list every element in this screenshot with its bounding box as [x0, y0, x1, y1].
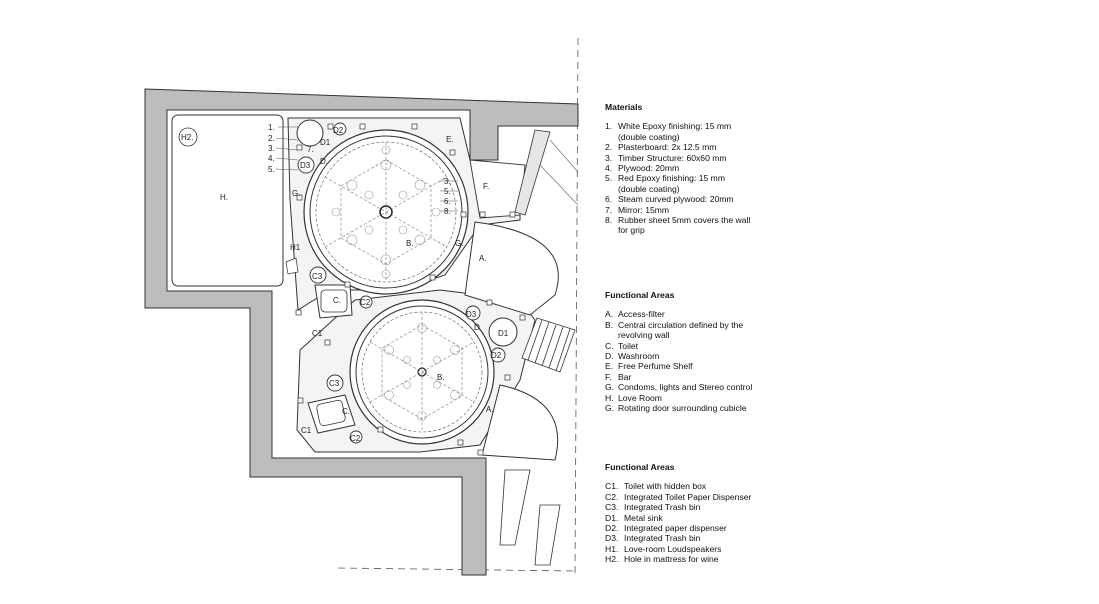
- legend-item-text: Toilet: [618, 340, 639, 351]
- legend-item-key: C3.: [605, 502, 619, 513]
- legend-item-key: D3.: [605, 533, 619, 544]
- legend-item-text: Plywood: 20mm: [618, 163, 680, 174]
- legend-item-text: Metal sink: [624, 512, 663, 523]
- legend-item-text: Bar: [618, 371, 632, 382]
- label-D3a: D3: [300, 161, 311, 170]
- legend-item-text: Rubber sheet 5mm covers the wall for grip: [618, 215, 751, 236]
- legend-item-text: Timber Structure: 60x60 mm: [618, 152, 727, 163]
- label-7: 7.: [307, 145, 314, 154]
- legend-item: [605, 320, 755, 341]
- legend-item: [605, 492, 755, 502]
- legend-item-text: Love-room Loudspeakers: [624, 543, 722, 554]
- legend-item-text: Washroom: [618, 351, 660, 362]
- label-D1b: D1: [498, 329, 509, 338]
- label-C1b: C1: [301, 426, 312, 435]
- label-H1: H1: [290, 243, 301, 252]
- label-H2: H2.: [181, 133, 194, 142]
- label-6b: 6.: [444, 197, 451, 206]
- label-8b: 8.: [444, 207, 451, 216]
- legend-item-key: 7.: [605, 204, 613, 215]
- legend-item-key: 4.: [605, 163, 613, 174]
- legend-item: [605, 502, 755, 512]
- legend-item-text: Condoms, lights and Stereo control: [618, 382, 753, 393]
- legend-item: [605, 163, 755, 173]
- legend-item-text: Integrated Trash bin: [624, 502, 701, 513]
- legend-item-text: Hole in mattress for wine: [624, 554, 719, 565]
- legend-item-text: Integrated Trash bin: [624, 533, 701, 544]
- legend-item-text: Free Perfume Shelf: [618, 361, 693, 372]
- legend-item-key: 6.: [605, 194, 613, 205]
- functional-areas-2-heading: Functional Areas: [605, 462, 675, 472]
- legend-item-text: Central circulation defined by the revolving wall: [618, 319, 744, 341]
- functional-areas-2-legend: [605, 462, 755, 565]
- legend-item: [605, 544, 755, 554]
- legend-item: [605, 403, 755, 413]
- label-Da: D.: [320, 157, 328, 166]
- label-D2b: D2: [491, 351, 502, 360]
- label-2: 2.: [268, 134, 275, 143]
- legend-item-key: D.: [605, 351, 614, 362]
- label-Ab: A.: [486, 405, 494, 414]
- legend-item-key: C.: [605, 340, 614, 351]
- legend-item-key: C1.: [605, 481, 619, 492]
- legend-item-key: B.: [605, 319, 614, 330]
- legend-item: [605, 205, 755, 215]
- label-D1a: D1: [320, 138, 331, 147]
- legend-item-text: Love Room: [618, 392, 662, 403]
- legend-item-text: Access-filter: [618, 309, 665, 320]
- legend-item-key: E.: [605, 361, 614, 372]
- label-4: 4.: [268, 154, 275, 163]
- legend-item: [605, 215, 755, 236]
- label-Ea: E.: [446, 135, 454, 144]
- legend-item: [605, 361, 755, 371]
- legend-item: [605, 382, 755, 392]
- legend-item-text: Mirror: 15mm: [618, 204, 670, 215]
- loudspeaker: [286, 258, 298, 274]
- label-Aa: A.: [479, 254, 487, 263]
- legend-item: [605, 121, 755, 142]
- legend-item: [605, 554, 755, 564]
- legend-item: [605, 513, 755, 523]
- label-Db: D: [474, 323, 480, 332]
- legend-item: [605, 309, 755, 319]
- label-Bb: B.: [437, 373, 445, 382]
- functional-areas-2-list: [605, 481, 755, 564]
- label-C2b: C2: [350, 434, 361, 443]
- materials-list: [605, 121, 755, 235]
- label-3b: 3.: [444, 177, 451, 186]
- legend-item-key: 5.: [605, 173, 613, 184]
- legend-item-key: F.: [605, 371, 612, 382]
- diagonal-line-2: [540, 165, 578, 205]
- legend-item: [605, 372, 755, 382]
- legend-item-text: Plasterboard: 2x 12.5 mm: [618, 142, 717, 153]
- legend-item-key: 3.: [605, 152, 613, 163]
- label-H: H.: [220, 193, 228, 202]
- legend-item: [605, 341, 755, 351]
- legend-item-text: Steam curved plywood: 20mm: [618, 194, 734, 205]
- legend-item-text: Red Epoxy finishing: 15 mm (double coating): [618, 173, 725, 194]
- label-Ca: C.: [333, 296, 341, 305]
- label-C1a: C1: [312, 329, 323, 338]
- materials-heading: Materials: [605, 102, 643, 112]
- legend-item: [605, 393, 755, 403]
- legend-item: [605, 153, 755, 163]
- legend-item: [605, 173, 755, 194]
- legend-item-key: 1.: [605, 121, 613, 132]
- legend-item-key: G.: [605, 403, 615, 414]
- lower-right-panels: [500, 470, 560, 565]
- legend-item-key: D2.: [605, 523, 619, 534]
- label-Cb: C.: [342, 407, 350, 416]
- legend-item: [605, 481, 755, 491]
- label-D3b: D3: [466, 310, 477, 319]
- label-D2a: D2: [333, 126, 344, 135]
- legend-item: [605, 533, 755, 543]
- revolving-wall-2: [350, 300, 494, 444]
- legend-item: [605, 142, 755, 152]
- label-C2a: C2: [360, 298, 371, 307]
- legend-item: [605, 194, 755, 204]
- functional-areas-heading: Functional Areas: [605, 290, 675, 300]
- label-Ba: B.: [406, 239, 414, 248]
- legend-item-text: Rotating door surrounding cubicle: [618, 403, 747, 414]
- label-C3b: C3: [329, 379, 340, 388]
- label-5b: 5.: [444, 187, 451, 196]
- materials-legend: [605, 102, 755, 236]
- diagonal-line-1: [550, 140, 578, 172]
- legend-item-key: H.: [605, 392, 614, 403]
- legend-item: [605, 523, 755, 533]
- label-Gb: G.: [455, 239, 464, 248]
- legend-item-key: 2.: [605, 142, 613, 153]
- legend-item-key: H1.: [605, 543, 619, 554]
- legend-item-key: D1.: [605, 512, 619, 523]
- legend-item-key: H2.: [605, 554, 619, 565]
- functional-areas-legend: [605, 290, 755, 413]
- legend-item-text: White Epoxy finishing: 15 mm (double coating): [618, 121, 732, 142]
- legend-item-key: C2.: [605, 491, 619, 502]
- legend-item-key: A.: [605, 309, 614, 320]
- label-3: 3.: [268, 144, 275, 153]
- legend-item-text: Integrated paper dispenser: [624, 523, 727, 534]
- boundary-dashed-bottom: [338, 568, 575, 571]
- label-Ga: G.: [292, 189, 301, 198]
- legend-item-key: 8.: [605, 215, 613, 226]
- label-1: 1.: [268, 123, 275, 132]
- label-5: 5.: [268, 165, 275, 174]
- legend-item-key: G.: [605, 382, 615, 393]
- label-C3a: C3: [312, 272, 323, 281]
- legend-item-text: Toilet with hidden box: [624, 481, 707, 492]
- label-Fa: F.: [483, 182, 490, 191]
- functional-areas-list: [605, 309, 755, 413]
- legend-item-text: Integrated Toilet Paper Dispenser: [624, 491, 752, 502]
- legend-item: [605, 351, 755, 361]
